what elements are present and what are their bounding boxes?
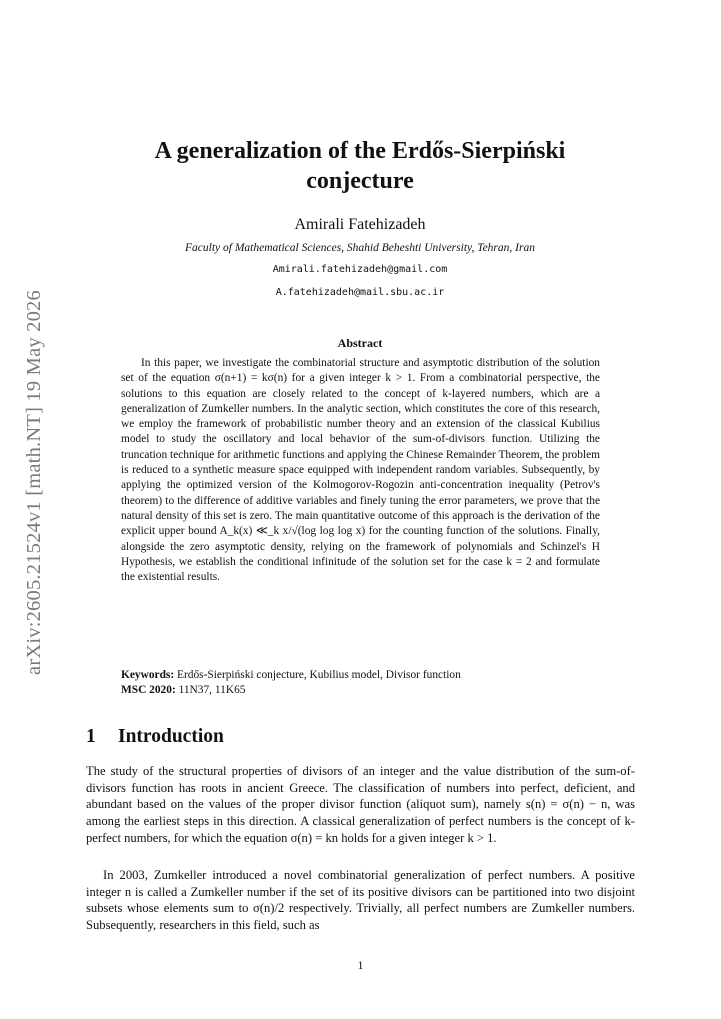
- author-email-secondary[interactable]: A.fatehizadeh@mail.sbu.ac.ir: [275, 287, 445, 298]
- keywords-line: [121, 668, 600, 683]
- abstract-heading: Abstract: [337, 336, 383, 350]
- section-heading: [86, 726, 224, 748]
- section-number: 1: [86, 726, 96, 747]
- author-name: Amirali Fatehizadeh: [294, 216, 426, 233]
- author-affiliation: Faculty of Mathematical Sciences, Shahid Beheshti University, Tehran, Iran: [185, 242, 535, 254]
- msc-line: [121, 683, 600, 698]
- paper-title: A generalization of the Erdős-Sierpiński conjecture: [154, 138, 566, 194]
- intro-paragraph-2: In 2003, Zumkeller introduced a novel combinatorial generalization of perfect numbers. A positive integer n is called a Zumkeller number if the set of its positive divisors can be partitioned into two disjoint subsets whose elements sum to σ(n)/2 respectively. Trivially, all perfect numbers are Zumkeller numbers. Subsequently, researchers in this field, such as: [86, 868, 635, 933]
- page-number: 1: [357, 958, 364, 972]
- keywords-value: Erdős-Sierpiński conjecture, Kubilius model, Divisor function: [177, 669, 461, 681]
- abstract-text: In this paper, we investigate the combinatorial structure and asymptotic distribution of the solution set of the equation σ(n+1) = kσ(n) for a given integer k > 1. From a combinatorial perspective, the solutions to this equation are closely related to the concept of k-layered numbers, which are a generalization of Zumkeller numbers. In the analytic section, which constitutes the core of this research, we employ the framework of probabilistic number theory and an extension of the classical Kubilius model to study the oscillatory and local behavior of the sum-of-divisors function. Utilizing the truncation technique for arithmetic functions and applying the Chinese Remainder Theorem, the problem is reduced to a synthetic measure space equipped with independent random variables. Subsequently, by applying the optimized version of the Kolmogorov-Rogozin anti-concentration inequality (Petrov's theorem) to the difference of additive variables and finely tuning the error parameters, we prove that the natural density of this set is zero. The main quantitative outcome of this approach is the derivation of the explicit upper bound A_k(x) ≪_k x/√(log log log x) for the counting function of the solutions. Finally, alongside the zero asymptotic density, relying on the framework of polynomials and Schinzel's H Hypothesis, we establish the conditional infinitude of the solution set for the case k = 2 and formulate the existential results.: [121, 357, 601, 584]
- msc-label: MSC 2020:: [121, 684, 176, 696]
- msc-value: 11N37, 11K65: [178, 684, 246, 696]
- section-title: Introduction: [118, 726, 224, 747]
- author-email-primary[interactable]: Amirali.fatehizadeh@gmail.com: [272, 264, 448, 275]
- intro-paragraph-1: The study of the structural properties of divisors of an integer and the value distribution of the sum-of-divisors function has roots in ancient Greece. The classification of numbers into perfect, deficient, and abundant based on the values of the proper divisor function (aliquot sum), namely s(n) = σ(n) − n, was among the earliest steps in this direction. A classical generalization of perfect numbers is the concept of k-perfect numbers, for which the equation σ(n) = kn holds for a given integer k > 1.: [86, 764, 635, 845]
- keywords-label: Keywords:: [121, 669, 175, 681]
- arxiv-stamp-text: arXiv:2605.21524v1 [math.NT] 19 May 2026: [22, 289, 45, 675]
- arxiv-stamp: [20, 282, 48, 682]
